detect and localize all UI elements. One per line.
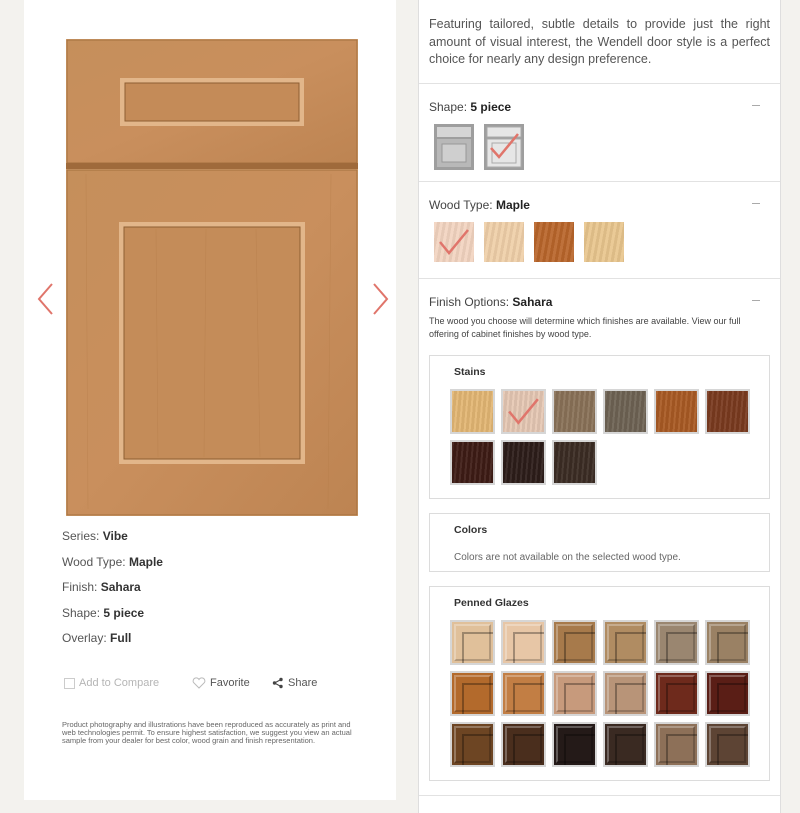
stain-swatch[interactable] — [603, 389, 648, 434]
compare-checkbox[interactable] — [64, 678, 75, 689]
collapse-finish-icon[interactable] — [752, 300, 760, 301]
glaze-swatch[interactable] — [501, 620, 546, 665]
glaze-swatch[interactable] — [705, 722, 750, 767]
stain-swatch-grid — [430, 378, 769, 498]
stain-swatch[interactable] — [552, 389, 597, 434]
door-image — [66, 39, 358, 516]
shape-option-slab-drawer[interactable] — [434, 124, 474, 170]
stain-swatch[interactable] — [654, 389, 699, 434]
wood-swatch[interactable] — [534, 222, 574, 262]
shape-option-5-piece[interactable] — [484, 124, 524, 170]
stain-swatch[interactable] — [501, 389, 546, 434]
glaze-swatch[interactable] — [654, 620, 699, 665]
wood-swatch[interactable] — [584, 222, 624, 262]
share-icon — [272, 677, 284, 689]
stain-swatch[interactable] — [705, 389, 750, 434]
options-panel — [418, 0, 781, 813]
heart-icon — [192, 677, 206, 689]
previous-arrow-icon[interactable] — [36, 282, 56, 316]
finish-options-section — [419, 279, 780, 796]
finish-description: The wood you choose will determine which finishes are available. View our full offering of cabinet finishes by wood type. — [429, 315, 741, 339]
glaze-swatch[interactable] — [603, 671, 648, 716]
glaze-swatch[interactable] — [603, 620, 648, 665]
stain-swatch[interactable] — [450, 440, 495, 485]
glaze-swatch[interactable] — [654, 671, 699, 716]
glaze-swatch[interactable] — [603, 722, 648, 767]
colors-heading: Colors — [454, 523, 488, 536]
collapse-wood-type-icon[interactable] — [752, 203, 760, 204]
finish-heading: Finish Options: Sahara — [429, 294, 553, 309]
spec-finish: Finish: Sahara — [62, 580, 141, 594]
stain-swatch[interactable] — [552, 440, 597, 485]
product-actions — [64, 677, 384, 693]
favorite-button[interactable]: Favorite — [192, 677, 250, 689]
shape-heading: Shape: 5 piece — [429, 99, 512, 114]
disclaimer-text: Product photography and illustrations have been reproduced as accurately as print and web technologies permit. To ensure highest satisfaction, we suggest you view an actual sample from your dealer for best color, wood grain and finish representation. — [62, 720, 352, 745]
glaze-swatch[interactable] — [552, 620, 597, 665]
selected-check-icon — [503, 391, 544, 432]
glaze-swatch[interactable] — [552, 671, 597, 716]
wood-swatch[interactable] — [434, 222, 474, 262]
add-to-compare-button[interactable]: Add to Compare — [64, 677, 159, 689]
wood-type-heading: Wood Type: Maple — [429, 197, 530, 212]
wood-swatch-list — [434, 222, 770, 262]
shape-section — [419, 84, 780, 182]
glaze-swatch[interactable] — [705, 620, 750, 665]
stains-heading: Stains — [454, 365, 486, 378]
next-arrow-icon[interactable] — [370, 282, 390, 316]
wood-type-section — [419, 182, 780, 279]
product-specs — [62, 528, 163, 656]
colors-unavailable-message: Colors are not available on the selected wood type. — [454, 551, 681, 563]
stain-swatch[interactable] — [501, 440, 546, 485]
glaze-swatch[interactable] — [450, 722, 495, 767]
glaze-swatch[interactable] — [501, 671, 546, 716]
glaze-swatch[interactable] — [654, 722, 699, 767]
colors-box — [429, 513, 770, 572]
wood-swatch[interactable] — [484, 222, 524, 262]
glaze-swatch[interactable] — [450, 671, 495, 716]
selected-check-icon — [434, 222, 474, 262]
penned-glazes-heading: Penned Glazes — [454, 596, 529, 609]
share-button[interactable]: Share — [272, 677, 317, 689]
stain-swatch[interactable] — [450, 389, 495, 434]
glaze-swatch[interactable] — [450, 620, 495, 665]
glaze-swatch[interactable] — [705, 671, 750, 716]
product-preview-panel — [24, 0, 396, 800]
stains-box — [429, 355, 770, 499]
spec-wood-type: Wood Type: Maple — [62, 554, 163, 569]
style-description: Featuring tailored, subtle details to provide just the right amount of visual interest, the Wendell door style is a perfect choice for nearly any design preference. — [419, 0, 780, 84]
penned-glazes-box — [429, 586, 770, 781]
spec-shape: Shape: 5 piece — [62, 605, 145, 620]
glaze-swatch-grid — [430, 609, 769, 780]
spec-series: Series: Vibe — [62, 529, 128, 543]
glaze-swatch[interactable] — [501, 722, 546, 767]
collapse-shape-icon[interactable] — [752, 105, 760, 106]
spec-overlay: Overlay: Full — [62, 631, 132, 645]
glaze-swatch[interactable] — [552, 722, 597, 767]
